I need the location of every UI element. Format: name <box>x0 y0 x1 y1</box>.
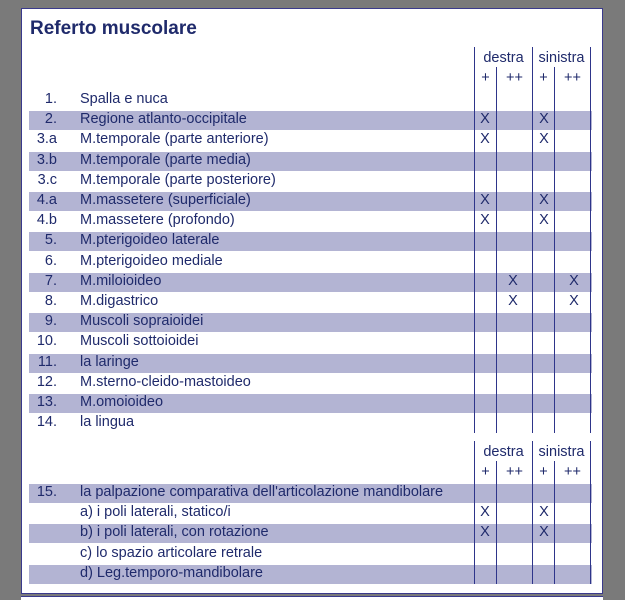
row-number: 10. <box>36 333 57 350</box>
mark-d1: X <box>480 212 490 229</box>
column-divider <box>532 47 533 433</box>
row-number: 6. <box>44 252 57 269</box>
row-label: M.temporale (parte anteriore) <box>80 131 269 148</box>
row-label: Muscoli sottoioidei <box>80 333 199 350</box>
header-destra: destra <box>483 50 524 66</box>
row-number: 5. <box>44 232 57 249</box>
row-number: 4.b <box>36 212 57 229</box>
row-number: 3.c <box>37 171 57 188</box>
row-label: M.massetere (profondo) <box>80 212 235 229</box>
header-sinistra-plusplus: ++ <box>564 464 581 480</box>
column-divider <box>590 47 591 433</box>
report-title: Referto muscolare <box>30 18 197 39</box>
row-number: 15. <box>36 484 57 500</box>
header-destra-plus: + <box>481 464 490 480</box>
row-number <box>24 523 57 542</box>
row-label: M.miloioideo <box>80 272 162 289</box>
column-divider-thin <box>496 461 497 584</box>
header-sinistra-plusplus: ++ <box>564 70 581 86</box>
row-label: Spalla e nuca <box>80 91 168 107</box>
row-label: M.omoioideo <box>80 394 164 410</box>
row-label: la laringe <box>80 353 139 370</box>
row-number: 13. <box>36 394 57 410</box>
mark-d1: X <box>480 504 490 521</box>
mark-s1: X <box>539 111 549 128</box>
column-divider <box>590 441 591 584</box>
row-label: M.temporale (parte media) <box>80 151 251 168</box>
row-label: M.sterno-cleido-mastoideo <box>80 373 251 390</box>
row-label: Muscoli sopraioidei <box>80 313 204 330</box>
row-number <box>24 544 57 563</box>
row-label: M.massetere (superficiale) <box>80 192 251 208</box>
header-destra-plusplus: ++ <box>506 70 523 86</box>
row-number: 12. <box>36 373 57 390</box>
column-divider-thin <box>554 461 555 584</box>
row-label: c) lo spazio articolare retrale <box>80 544 263 561</box>
row-number <box>24 503 57 522</box>
mark-d2: X <box>508 293 518 309</box>
row-number: 14. <box>36 414 57 431</box>
mark-s1: X <box>539 212 549 229</box>
mark-s1: X <box>539 192 549 208</box>
row-label: la palpazione comparativa dell'articolazione mandibolare <box>80 484 444 500</box>
row-label: a) i poli laterali, statico/i <box>80 504 231 521</box>
header-destra-plus: + <box>481 70 490 86</box>
row-number: 1. <box>44 91 57 107</box>
row-label: M.temporale (parte posteriore) <box>80 171 276 188</box>
row-label: Regione atlanto-occipitale <box>80 111 247 128</box>
mark-s2: X <box>569 293 579 309</box>
mark-s1: X <box>539 131 549 148</box>
row-number: 7. <box>44 272 57 289</box>
column-divider <box>532 441 533 584</box>
panel-bottom-edge <box>21 596 603 600</box>
row-number <box>24 564 57 583</box>
mark-d1: X <box>480 192 490 208</box>
header-sinistra: sinistra <box>538 444 585 460</box>
column-divider-thin <box>554 67 555 433</box>
mark-s1: X <box>539 524 549 541</box>
row-number: 3.a <box>36 131 57 148</box>
row-number: 2. <box>44 111 57 128</box>
header-sinistra-plus: + <box>539 464 548 480</box>
mark-s1: X <box>539 504 549 521</box>
header-sinistra-plus: + <box>539 70 548 86</box>
mark-d2: X <box>508 272 518 289</box>
mark-d1: X <box>480 524 490 541</box>
row-label: M.pterigoideo mediale <box>80 252 223 269</box>
muscle-report-panel <box>21 8 603 594</box>
column-divider <box>474 47 475 433</box>
column-divider <box>474 441 475 584</box>
row-number: 11. <box>37 353 57 370</box>
header-destra-plusplus: ++ <box>506 464 523 480</box>
row-label: d) Leg.temporo-mandibolare <box>80 564 263 581</box>
row-number: 8. <box>44 293 57 309</box>
mark-d1: X <box>480 131 490 148</box>
header-destra: destra <box>483 444 524 460</box>
row-number: 3.b <box>36 151 57 168</box>
row-label: b) i poli laterali, con rotazione <box>80 524 269 541</box>
row-label: M.pterigoideo laterale <box>80 232 220 249</box>
mark-d1: X <box>480 111 490 128</box>
row-number: 9. <box>44 313 57 330</box>
header-sinistra: sinistra <box>538 50 585 66</box>
column-divider-thin <box>496 67 497 433</box>
row-label: M.digastrico <box>80 293 159 309</box>
row-label: la lingua <box>80 414 135 431</box>
row-number: 4.a <box>36 192 57 208</box>
mark-s2: X <box>569 272 579 289</box>
